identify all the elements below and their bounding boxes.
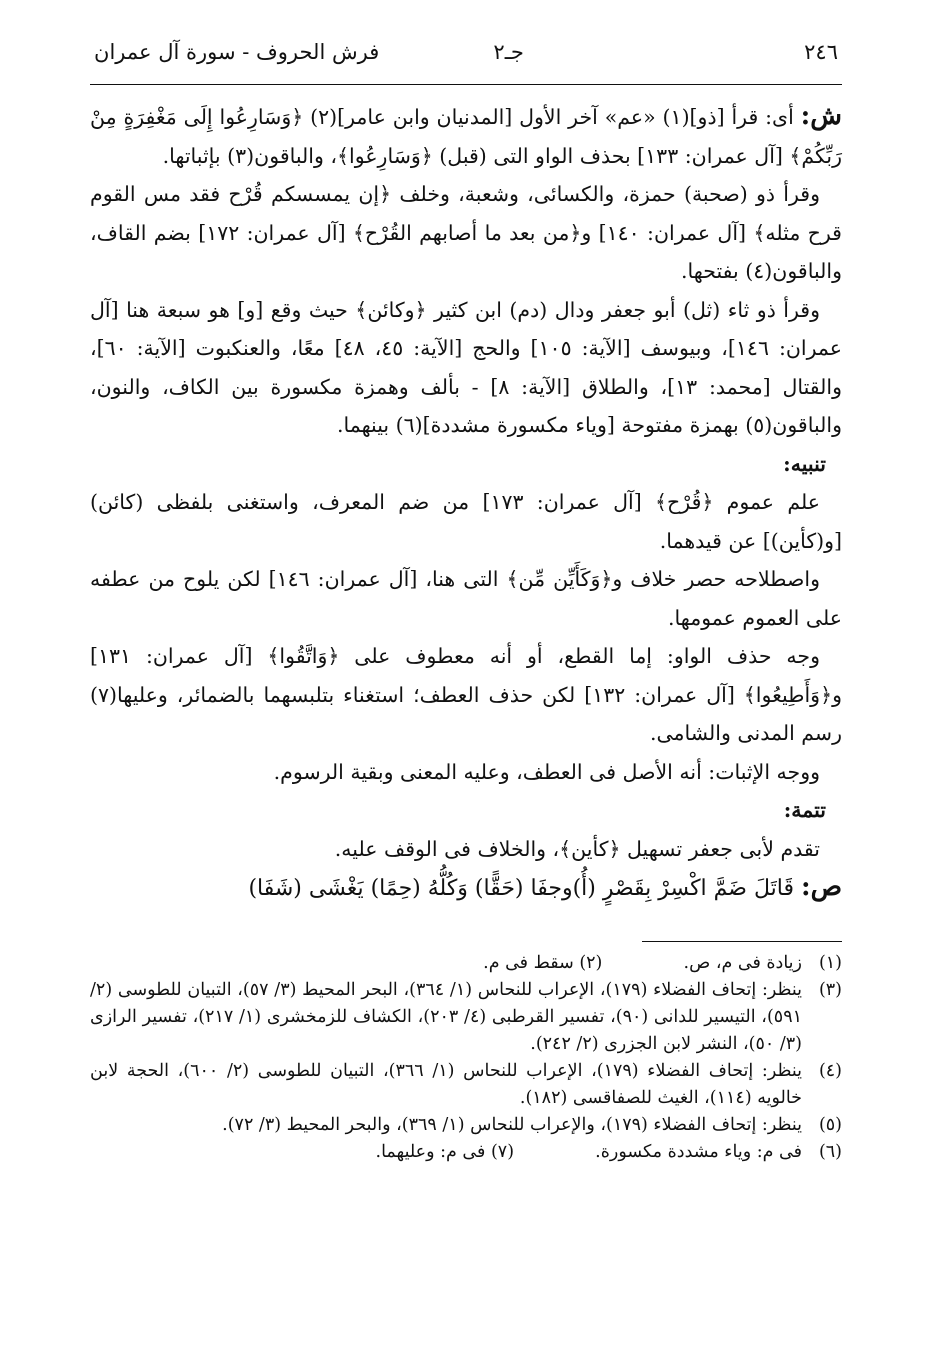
- paragraph-umum: علم عموم ﴿قُرْح﴾ [آل عمران: ١٧٣] من ضم المعرف، واستغنى بلفظى (كائن) [و(كأين)] عن قيدهما.: [90, 490, 842, 553]
- chapter-title: فرش الحروف - سورة آل عمران: [94, 40, 380, 64]
- verse-line: [90, 868, 842, 909]
- footnote-row: [90, 1058, 842, 1112]
- paragraph-qurh: وقرأ ذو (صحبة) حمزة، والكسائى، وشعبة، وخلف ﴿إن يمسسكم قُرْح فقد مس القوم قرح مثله﴾ [آل عمران: ١٤٠] و﴿من بعد ما أصابهم القُرْح﴾ [آل عمران: ١٧٢] بضم القاف، والباقون(٤) بفتحها.: [90, 182, 842, 283]
- verse-text: قَاتَلَ ضَمَّ اكْسِرْ بِقَصْرٍ (أُ)وجفَا (حَقًّا) وَكُلُّهُ (حِمًا) يَغْشَى (شَفَا): [248, 876, 794, 901]
- commentary-marker: ش:: [800, 101, 842, 131]
- footnote-number: (٢): [579, 952, 603, 973]
- paragraph-hadhf: وجه حذف الواو: إما القطع، أو أنه معطوف على ﴿وَاتَّقُوا﴾ [آل عمران: ١٣١] و﴿وَأَطِيعُوا﴾ [آل عمران: ١٣٢] لكن حذف العطف؛ استغناء بتلبسهما بالضمائر، وعليها(٧) رسم المدنى والشامى.: [90, 644, 842, 745]
- footnote-number: (٥): [818, 1114, 842, 1135]
- footnote-row: [90, 1139, 842, 1166]
- footnote-text: زيادة فى م، ص.: [683, 952, 802, 973]
- footnote-number: (٤): [818, 1060, 842, 1081]
- footnote-text: سقط فى م.: [483, 952, 574, 973]
- footnote-number: (٦): [818, 1141, 842, 1162]
- footnote-row: [90, 950, 842, 977]
- running-header: [90, 40, 842, 85]
- heading-tatimma: تتمة:: [783, 798, 826, 822]
- footnote-row: [90, 977, 842, 1058]
- paragraph-istilah: واصطلاحه حصر خلاف و﴿وَكَأَيِّن مِّن﴾ التى هنا، [آل عمران: ١٤٦] لكن يلوح من عطفه على العموم عمومها.: [90, 567, 842, 630]
- page-number: ٢٤٦: [804, 40, 838, 64]
- footnote-text: ينظر: إتحاف الفضلاء (١٧٩)، الإعراب للنحاس (١/ ٣٦٦)، التبيان للطوسى (٢/ ٦٠٠)، الحجة لابن خالويه (١١٤)، الغيث للصفاقسى (١٨٢).: [90, 1060, 802, 1108]
- footnote-number: (٧): [490, 1141, 515, 1162]
- footnote-number: (٣): [818, 979, 842, 1000]
- paragraph-commentary-intro: [90, 97, 842, 175]
- footnote-text: فى م: وياء مشددة مكسورة.: [595, 1141, 802, 1162]
- heading-tanbih: تنبيه:: [783, 451, 826, 476]
- paragraph-text: أى: قرأ [ذو](١) «عم» آخر الأول [المدنيان وابن عامر](٢) ﴿وَسَارِعُوا إِلَى مَغْفِرَةٍ مِنْ رَبِّكُمْ﴾ [آل عمران: ١٣٣] بحذف الواو التى (قبل) ﴿وَسَارِعُوا﴾، والباقون(٣) بإثباتها.: [90, 105, 842, 168]
- footnote-text: فى م: وعليهما.: [375, 1141, 486, 1162]
- footnote-number: (١): [818, 952, 842, 973]
- paragraph-ithbat: ووجه الإثبات: أنه الأصل فى العطف، وعليه المعنى وبقية الرسوم.: [273, 759, 820, 784]
- volume-label: جـ٢: [493, 40, 524, 64]
- footnote-text: ينظر: إتحاف الفضلاء (١٧٩)، الإعراب للنحاس (١/ ٣٦٤)، البحر المحيط (٣/ ٥٧)، التبيان للطوسى (٢/ ٥٩١)، التيسير للدانى (٩٠)، تفسير القرطبى (٤/ ٢٠٣)، الكشاف للزمخشرى (١/ ٢١٧)، تفسير الرازى (٣/ ٥٠)، النشر لابن الجزرى (٢/ ٢٤٢).: [90, 979, 803, 1054]
- book-page: [90, 40, 842, 1166]
- footnote-row: [90, 1112, 842, 1139]
- verse-marker: ص:: [800, 872, 842, 902]
- paragraph-kaain: وقرأ ذو ثاء (ثل) أبو جعفر ودال (دم) ابن كثير ﴿وكائن﴾ حيث وقع [و] هو سبعة هنا [آل عمران: ١٤٦]، وبيوسف [الآية: ١٠٥] والحج [الآية: ٤٥، ٤٨] معًا، والعنكبوت [الآية: ٦٠]، والقتال [محمد: ١٣]، والطلاق [الآية: ٨] - بألف وهمزة مكسورة بين الكاف، والنون، والباقون(٥) بهمزة مفتوحة [وياء مكسورة مشددة](٦) بينهما.: [90, 297, 843, 437]
- main-text: [90, 97, 842, 909]
- footnote-text: ينظر: إتحاف الفضلاء (١٧٩)، والإعراب للنحاس (١/ ٣٦٩)، والبحر المحيط (٣/ ٧٢).: [222, 1114, 802, 1135]
- footnotes: [90, 950, 842, 1166]
- footnote-divider: [642, 941, 842, 942]
- paragraph-tashil: تقدم لأبى جعفر تسهيل ﴿كأين﴾، والخلاف فى الوقف عليه.: [334, 836, 820, 861]
